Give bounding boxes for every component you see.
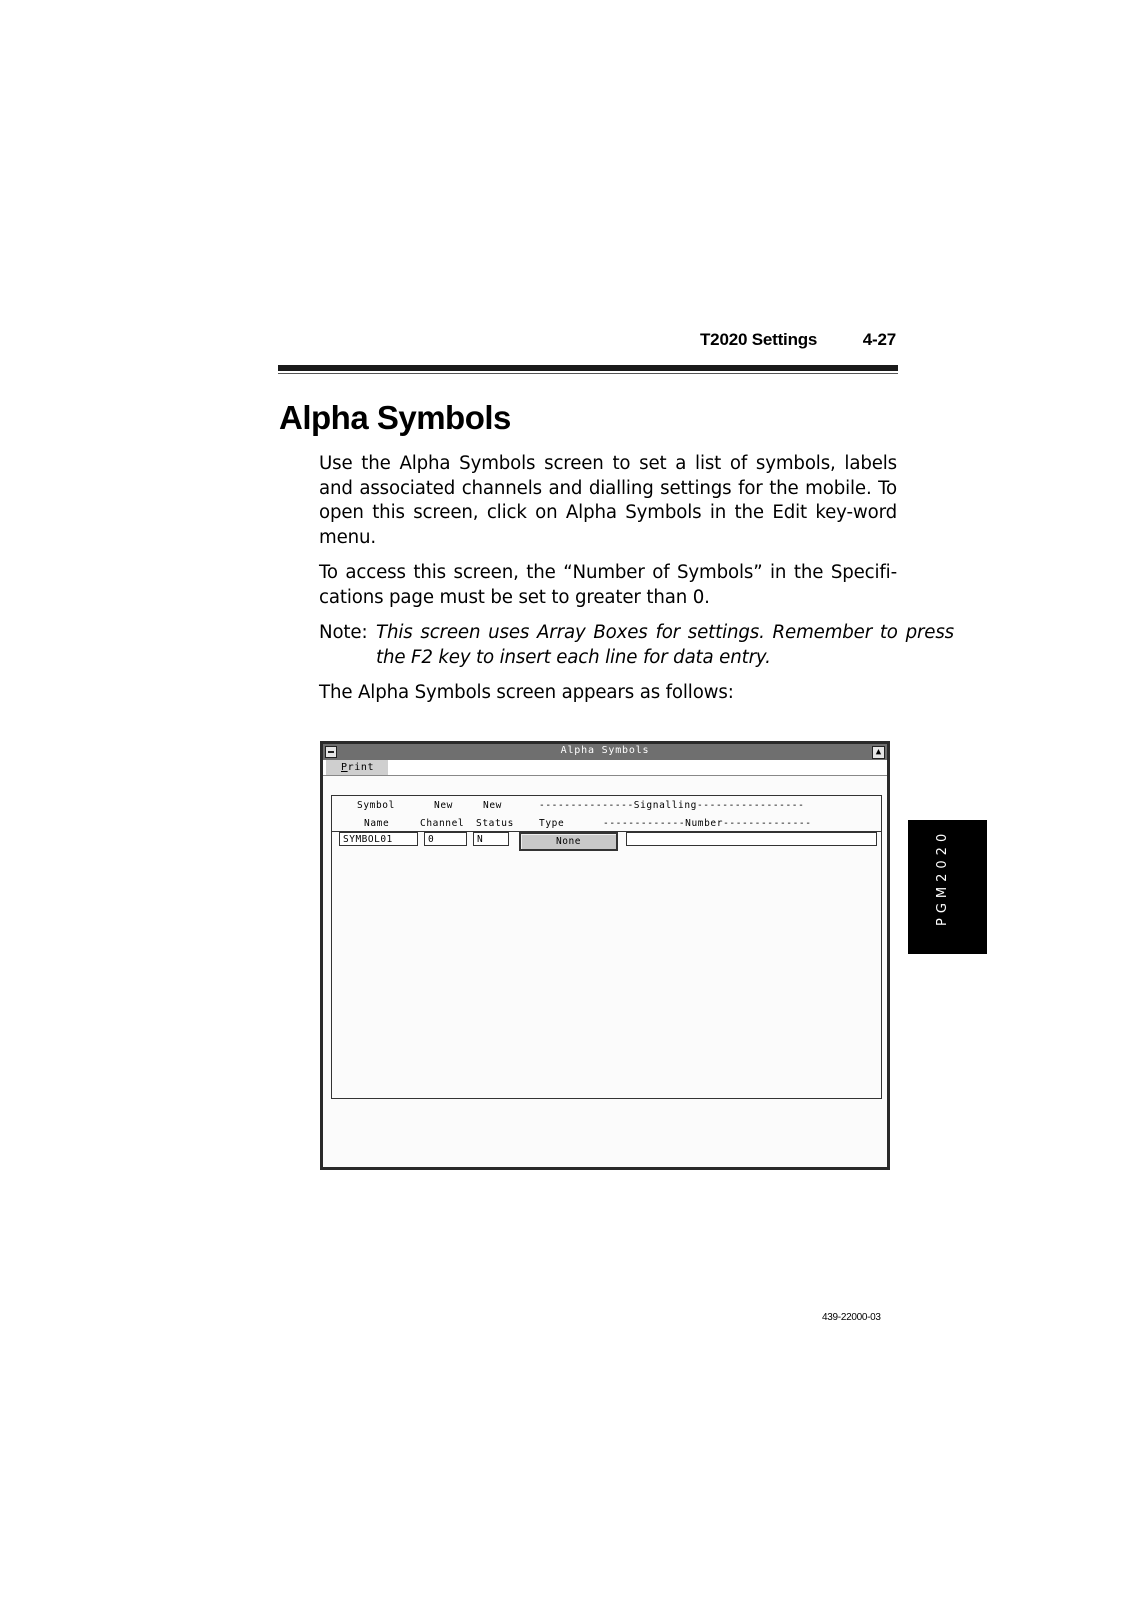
header-new-channel: New [434, 800, 453, 811]
maximize-icon[interactable]: ▲ [872, 746, 885, 759]
signalling-type-button[interactable]: None [519, 832, 618, 851]
header-name: Name [364, 818, 390, 829]
signalling-number-field[interactable] [626, 832, 877, 846]
header-symbol: Symbol [357, 800, 395, 811]
alpha-symbols-window [320, 741, 890, 1170]
header-signalling: ---------------Signalling----------------- [539, 800, 805, 811]
chapter-tab [908, 820, 987, 954]
note-text: This screen uses Array Boxes for settings. Remember to press the F2 key to insert each line for data entry. [376, 622, 954, 668]
chapter-tab-label: PGM2020 [935, 828, 950, 926]
page-number: 4-27 [862, 330, 896, 349]
window-title: Alpha Symbols [560, 745, 650, 756]
new-channel-field[interactable]: 0 [424, 832, 467, 846]
symbol-name-field[interactable]: SYMBOL01 [339, 832, 418, 846]
header-rule [278, 365, 898, 371]
header-number: -------------Number-------------- [603, 818, 812, 829]
note [319, 621, 954, 670]
page-title: Alpha Symbols [279, 399, 511, 436]
menu-print-hotkey: P [341, 762, 348, 773]
window-titlebar [323, 744, 887, 760]
paragraph-intro: Use the Alpha Symbols screen to set a list of symbols, labels and associated channels and dialling settings for the mobile. To open this screen, click on Alpha Symbols in the Edit key-word menu. [319, 453, 897, 548]
paragraph-appears: The Alpha Symbols screen appears as follows: [319, 682, 734, 703]
menu-print[interactable] [326, 760, 388, 775]
symbols-array-box[interactable] [331, 795, 882, 1099]
header-type: Type [539, 818, 565, 829]
new-status-field[interactable]: N [473, 832, 509, 846]
paragraph-access: To access this screen, the “Number of Symbols” in the Specifi-cations page must be set to greater than 0. [319, 562, 897, 608]
running-head-section: T2020 Settings [700, 330, 818, 349]
header-status: Status [476, 818, 514, 829]
menu-bar [323, 760, 887, 776]
header-rule-thin [278, 373, 898, 374]
header-channel: Channel [420, 818, 465, 829]
header-new-status: New [483, 800, 502, 811]
running-head [700, 330, 896, 354]
menu-print-label: rint [347, 762, 375, 773]
note-label: Note: [319, 622, 368, 643]
document-code: 439-22000-03 [822, 1312, 881, 1323]
